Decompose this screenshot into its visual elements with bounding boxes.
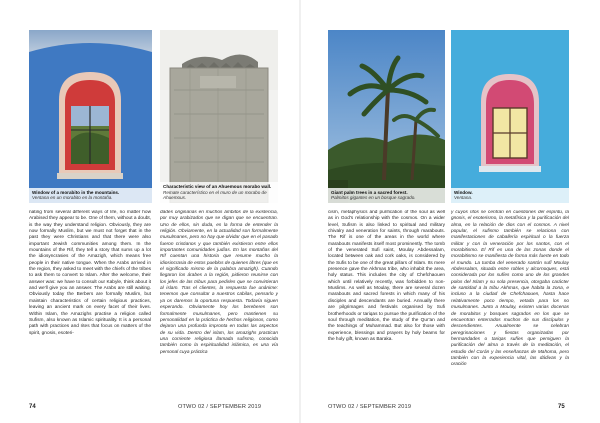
caption-english: Characteristic view of an Ahuemous morabo wall. xyxy=(163,184,272,190)
caption-spanish: Palmitos gigantes en un bosque sagrado. xyxy=(331,195,416,201)
photo-morabo-wall xyxy=(160,30,278,203)
photo-window-image xyxy=(451,30,569,203)
photo-window xyxy=(451,30,569,203)
right-page-number: 75 xyxy=(558,404,565,410)
left-running-footer: OTWO 02 / SEPTEMBER 2019 xyxy=(178,404,262,410)
photo-caption xyxy=(29,188,152,203)
photo-palm-trees xyxy=(328,30,445,203)
photo-window-morabito-image xyxy=(29,30,152,203)
caption-english: Window of a morabito in the mountains. xyxy=(32,189,120,195)
photo-caption xyxy=(160,182,278,203)
caption-english: Giant palm trees in a sacred forest. xyxy=(331,189,408,195)
caption-spanish: Remate característico en el muro de un morabo de Ahuemous. xyxy=(163,189,267,201)
right-running-footer: OTWO 02 / SEPTEMBER 2019 xyxy=(328,404,412,410)
page-gutter xyxy=(299,0,301,423)
left-english-column: nating from several different ways of life, no matter how Arabised they appear to be. One of them, without a doubt, is the way they understand religion. Obviously, they are now formally Muslim, but we must not forget that in the past they were Christians and that there were also important Jewish communities among them. In the mountains of the Rif, they tell a story that sums up a lot the idiosyncrasies of the Amazigh, which means free people in their native tongue. When the Arabs arrived in the region, they asked to meet with the chiefs of the tribes to ask them to convert to Islam. After the welcome, their answer was: we have to consult our Kabyle, think about it and we'll give you an answer. The Arabs are still waiting. Obviously today the Berbers are formally Muslim, but maintain characteristics of certain religious practices, leaving an ancient mark on every facet of their lives. Within Islam, the Amazighs practise a religion called Sufism, also known as Islamic spirituality. It is a personal path with practices and rites that focus on matters of the spirit, gnosis, esoteri- xyxy=(29,210,151,336)
photo-palm-trees-image xyxy=(328,30,445,203)
photo-caption xyxy=(328,188,445,203)
photo-window-morabito xyxy=(29,30,152,203)
caption-english: Window. xyxy=(454,189,473,195)
photo-morabo-wall-image xyxy=(160,30,278,203)
left-spanish-column: dades originarias en muchos ámbitos de la existencia, por muy arabizados que se digan que se encuentran. Uno de ellos, sin duda, es la forma de entender la religión. Obviamente, en la actualidad son formalmente musulmanes, pero no hay que olvidar que en el pasado fueron cristianos y que también existieron entre ellos importantes comunidades judías. En las montañas del Rif cuentan una historia que resume mucho la idiosincrasia de estos pueblos de quienes libres (que es el significado mismo de la palabra amazigh). Cuando llegaron los árabes a la región, pidieron reunirse con los jefes de las tribus para pedirles que se convirtieran al islam. Tras el clientes, la respuesta fue unánime: tenemos que consultar a nuestros cabilas, pensarlo y ya os daremos la oportuna respuesta. Todavía siguen esperando. Obviamente hoy los bereberes son formalmente musulmanes, pero mantienen su personalidad en la práctica de hechos religiosos, como dejaron una profunda impronta en todas las aspectos de su vida. Dentro del islam, los amazighs practican una corriente religiosa llamada sufismo, conocida también como la espiritualidad islámica, es una vía personal cuya práctica xyxy=(160,210,278,355)
right-english-column: cism, metaphysics and purification of the soul as well as in God's relationship with the cosmos. On a wider level, Sufism is also linked to spiritual and military chivalry and veneration for saints, through marabouts. The Rif is one of the areas in the world where marabouts manifests itself most prominently. The tomb of the venerated Sufi saint, Moulay Abdessalam, located between oak and cork oaks, is considered by the Sufis to be one of the great pillars of Islam. Its mere presence gave the Akhmas tribe, who inhabit the area, holy status. This includes the city of Chefchaouen which until relatively recently, was forbidden to non-Muslims. As well as Moulay, there are several dozen marabouts and sacred forests in which many of his disciples and descendants are buried. Annually there are pilgrimages and festivals organised by Sufi brotherhoods or tariqas to pursue the purification of the soul through meditation, the study of the Qur'an and the teachings of Muhammad. But also for those with experience, blessings and prayers by holy beams for the holy gift, known as Baraka. xyxy=(328,210,445,342)
caption-spanish: Ventana en un morabito en la montaña. xyxy=(32,195,113,201)
caption-spanish: Ventana. xyxy=(454,195,473,201)
photo-caption xyxy=(451,188,569,203)
left-page-number: 74 xyxy=(29,404,36,410)
right-spanish-column: y cuyos ritos se centran en cuestiones del espíritu, la gnosis, el esoterismo, la metafísica y la purificación del alma, en la relación de dios con el cosmos. A nivel popular, el sufismo también se relaciona con manifestaciones de caballería espiritual o la fuerza militar y con la veneración por los santos, con el morabitismo. El Rif es una de las zonas donde el morabitismo se manifiesta de forma más fuerte en todo el mundo. La tumba del venerado santón sufí Moulay Abdessalam, situada entre robles y alcornoques, está considerada por los sufíes como uno de los grandes polos del Islam y su sola presencia, otorgaba carácter de santidad a la tribu Akhmas, que habita la zona, e incluso a la ciudad de Chefchaouen, hasta hace relativamente poco tiempo, vetada para los no musulmanes. Junto a Moulay, existen varias docenas de morabitos y bosques sagrados en los que se encuentran enterrados muchos de sus discípulos y descendientes. Anualmente se celebran peregrinaciones y fiestas organizadas por hermandades o tariqas sufíes que persiguen la purificación del alma a través de la meditación, el estudio del Corán y las enseñanzas de Mahoma, pero también con la experiencia vital, las dádivas y la oración xyxy=(451,210,569,368)
